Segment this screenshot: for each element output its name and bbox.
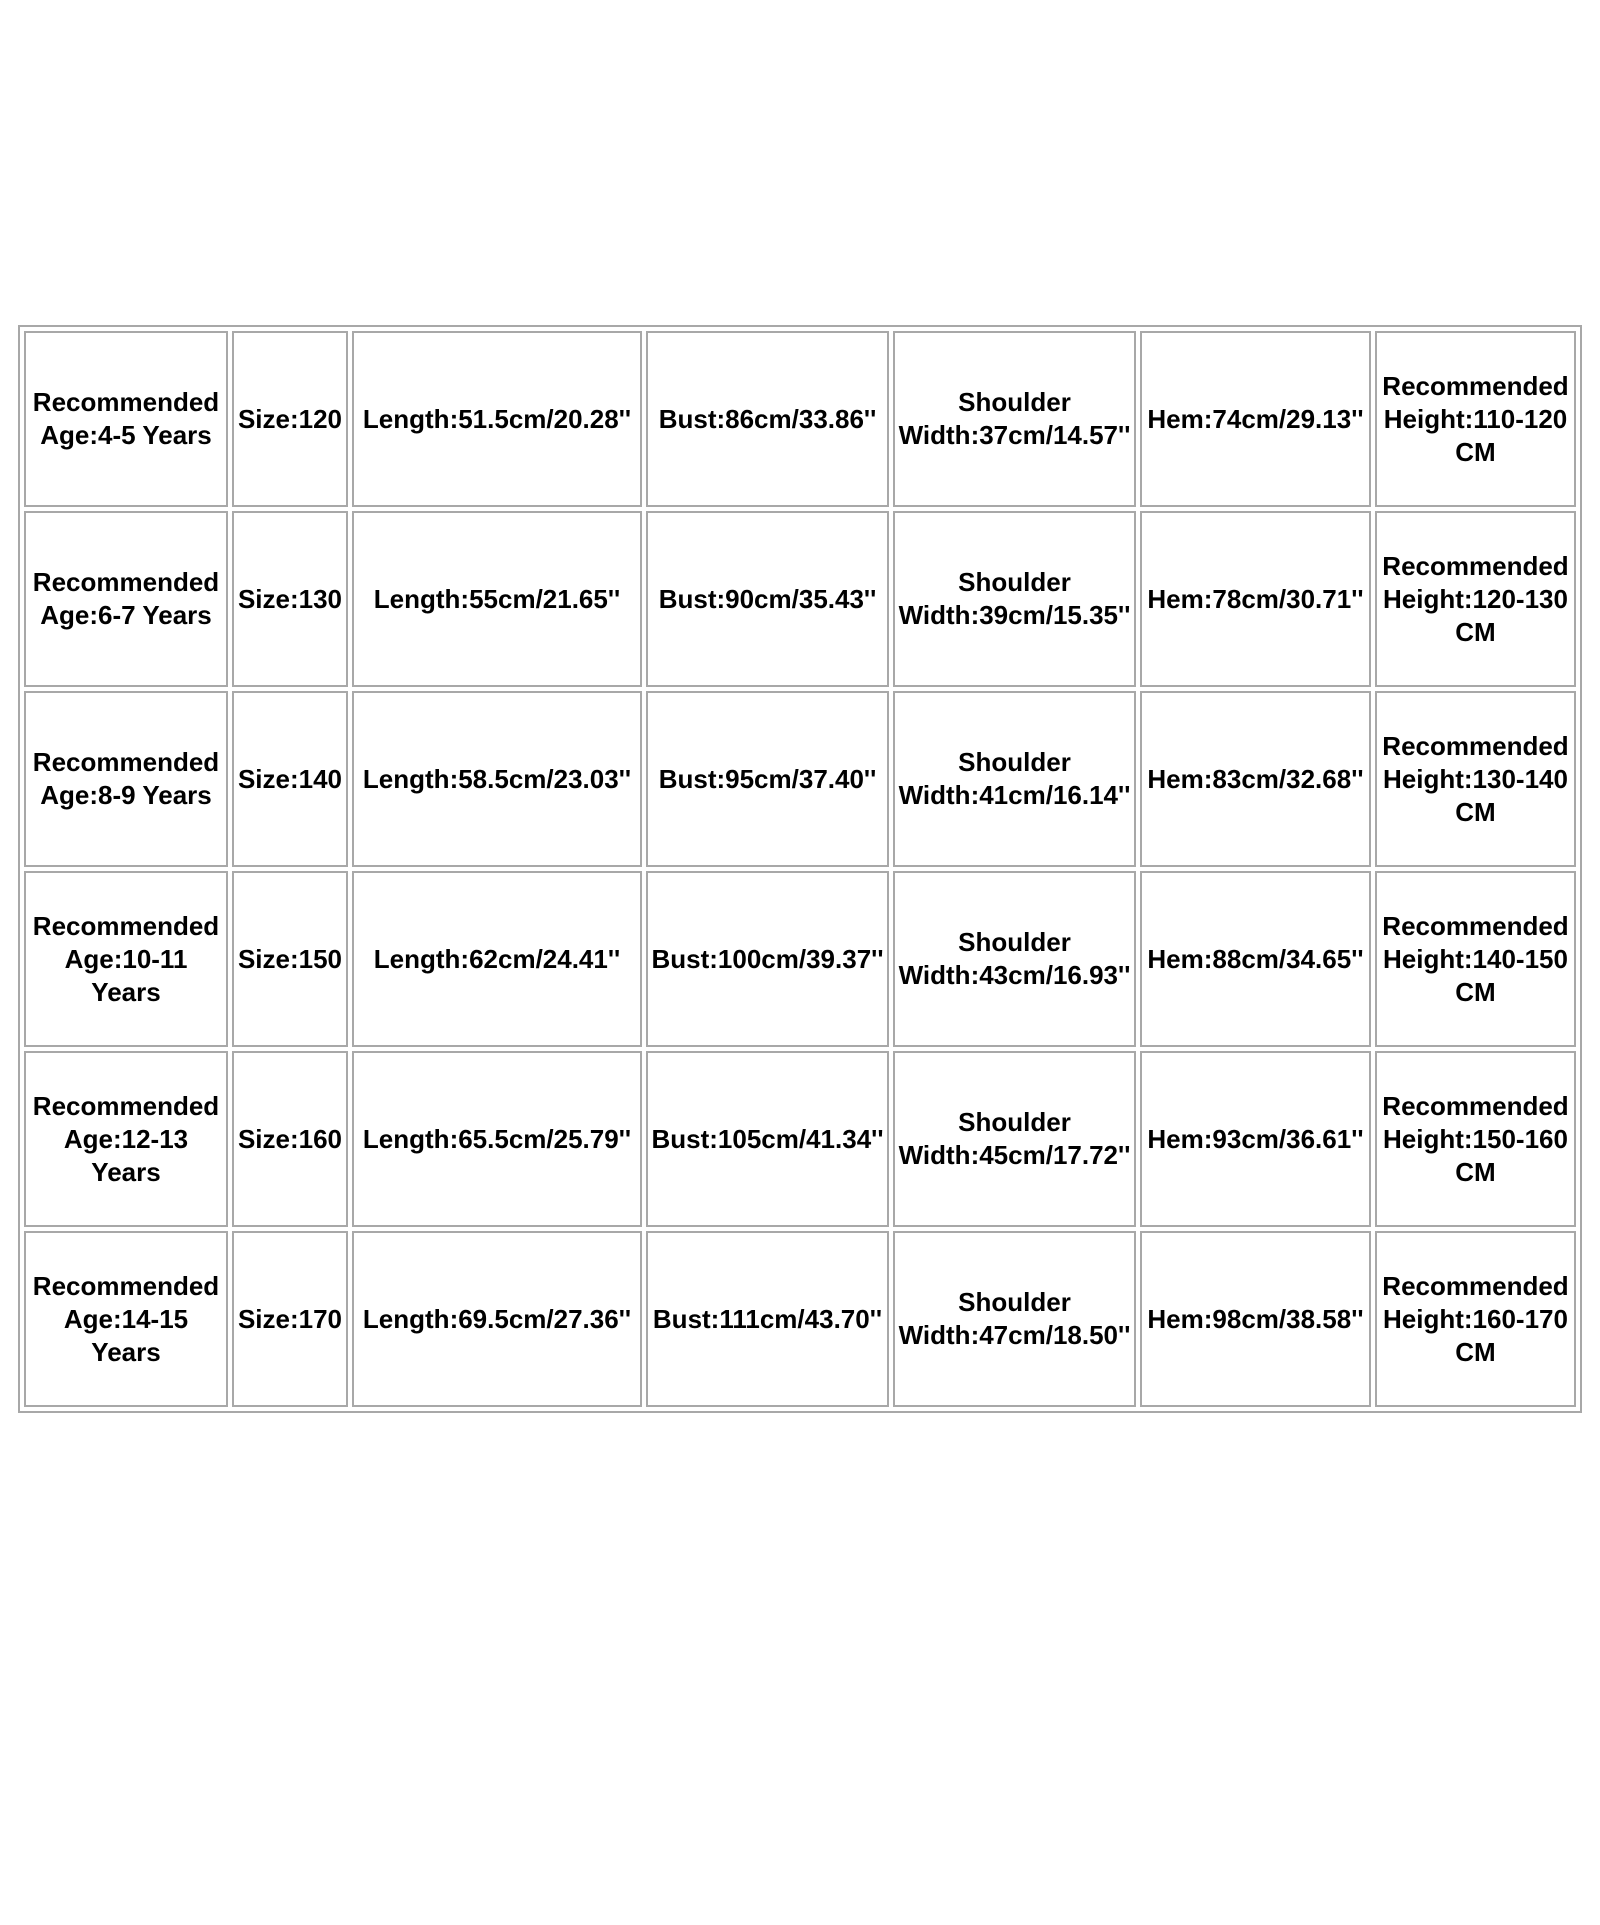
cell-bust: Bust:95cm/37.40'' bbox=[646, 691, 889, 867]
cell-recommended-age: Recommended Age:6-7 Years bbox=[24, 511, 228, 687]
cell-length: Length:58.5cm/23.03'' bbox=[352, 691, 642, 867]
cell-recommended-age: Recommended Age:8-9 Years bbox=[24, 691, 228, 867]
table-row bbox=[24, 871, 1576, 1047]
cell-bust: Bust:86cm/33.86'' bbox=[646, 331, 889, 507]
cell-bust: Bust:105cm/41.34'' bbox=[646, 1051, 889, 1227]
cell-recommended-age: Recommended Age:12-13 Years bbox=[24, 1051, 228, 1227]
cell-shoulder-width: Shoulder Width:41cm/16.14'' bbox=[893, 691, 1136, 867]
cell-size: Size:120 bbox=[232, 331, 348, 507]
cell-size: Size:150 bbox=[232, 871, 348, 1047]
cell-recommended-age: Recommended Age:10-11 Years bbox=[24, 871, 228, 1047]
cell-recommended-height: Recommended Height:110-120 CM bbox=[1375, 331, 1576, 507]
cell-shoulder-width: Shoulder Width:45cm/17.72'' bbox=[893, 1051, 1136, 1227]
cell-recommended-height: Recommended Height:140-150 CM bbox=[1375, 871, 1576, 1047]
table-row bbox=[24, 1231, 1576, 1407]
cell-hem: Hem:78cm/30.71'' bbox=[1140, 511, 1371, 687]
cell-hem: Hem:74cm/29.13'' bbox=[1140, 331, 1371, 507]
cell-length: Length:55cm/21.65'' bbox=[352, 511, 642, 687]
cell-shoulder-width: Shoulder Width:47cm/18.50'' bbox=[893, 1231, 1136, 1407]
cell-bust: Bust:90cm/35.43'' bbox=[646, 511, 889, 687]
cell-hem: Hem:83cm/32.68'' bbox=[1140, 691, 1371, 867]
cell-shoulder-width: Shoulder Width:39cm/15.35'' bbox=[893, 511, 1136, 687]
table-row bbox=[24, 511, 1576, 687]
cell-size: Size:170 bbox=[232, 1231, 348, 1407]
cell-recommended-age: Recommended Age:4-5 Years bbox=[24, 331, 228, 507]
cell-recommended-height: Recommended Height:130-140 CM bbox=[1375, 691, 1576, 867]
cell-bust: Bust:100cm/39.37'' bbox=[646, 871, 889, 1047]
cell-size: Size:130 bbox=[232, 511, 348, 687]
cell-hem: Hem:93cm/36.61'' bbox=[1140, 1051, 1371, 1227]
cell-length: Length:69.5cm/27.36'' bbox=[352, 1231, 642, 1407]
table-row bbox=[24, 1051, 1576, 1227]
cell-shoulder-width: Shoulder Width:37cm/14.57'' bbox=[893, 331, 1136, 507]
cell-size: Size:160 bbox=[232, 1051, 348, 1227]
cell-recommended-age: Recommended Age:14-15 Years bbox=[24, 1231, 228, 1407]
cell-recommended-height: Recommended Height:160-170 CM bbox=[1375, 1231, 1576, 1407]
cell-length: Length:62cm/24.41'' bbox=[352, 871, 642, 1047]
table-row bbox=[24, 331, 1576, 507]
size-chart-table bbox=[18, 325, 1582, 1413]
cell-size: Size:140 bbox=[232, 691, 348, 867]
cell-hem: Hem:98cm/38.58'' bbox=[1140, 1231, 1371, 1407]
cell-length: Length:65.5cm/25.79'' bbox=[352, 1051, 642, 1227]
cell-recommended-height: Recommended Height:150-160 CM bbox=[1375, 1051, 1576, 1227]
size-chart-body bbox=[24, 331, 1576, 1407]
cell-bust: Bust:111cm/43.70'' bbox=[646, 1231, 889, 1407]
table-row bbox=[24, 691, 1576, 867]
cell-hem: Hem:88cm/34.65'' bbox=[1140, 871, 1371, 1047]
cell-length: Length:51.5cm/20.28'' bbox=[352, 331, 642, 507]
cell-recommended-height: Recommended Height:120-130 CM bbox=[1375, 511, 1576, 687]
cell-shoulder-width: Shoulder Width:43cm/16.93'' bbox=[893, 871, 1136, 1047]
